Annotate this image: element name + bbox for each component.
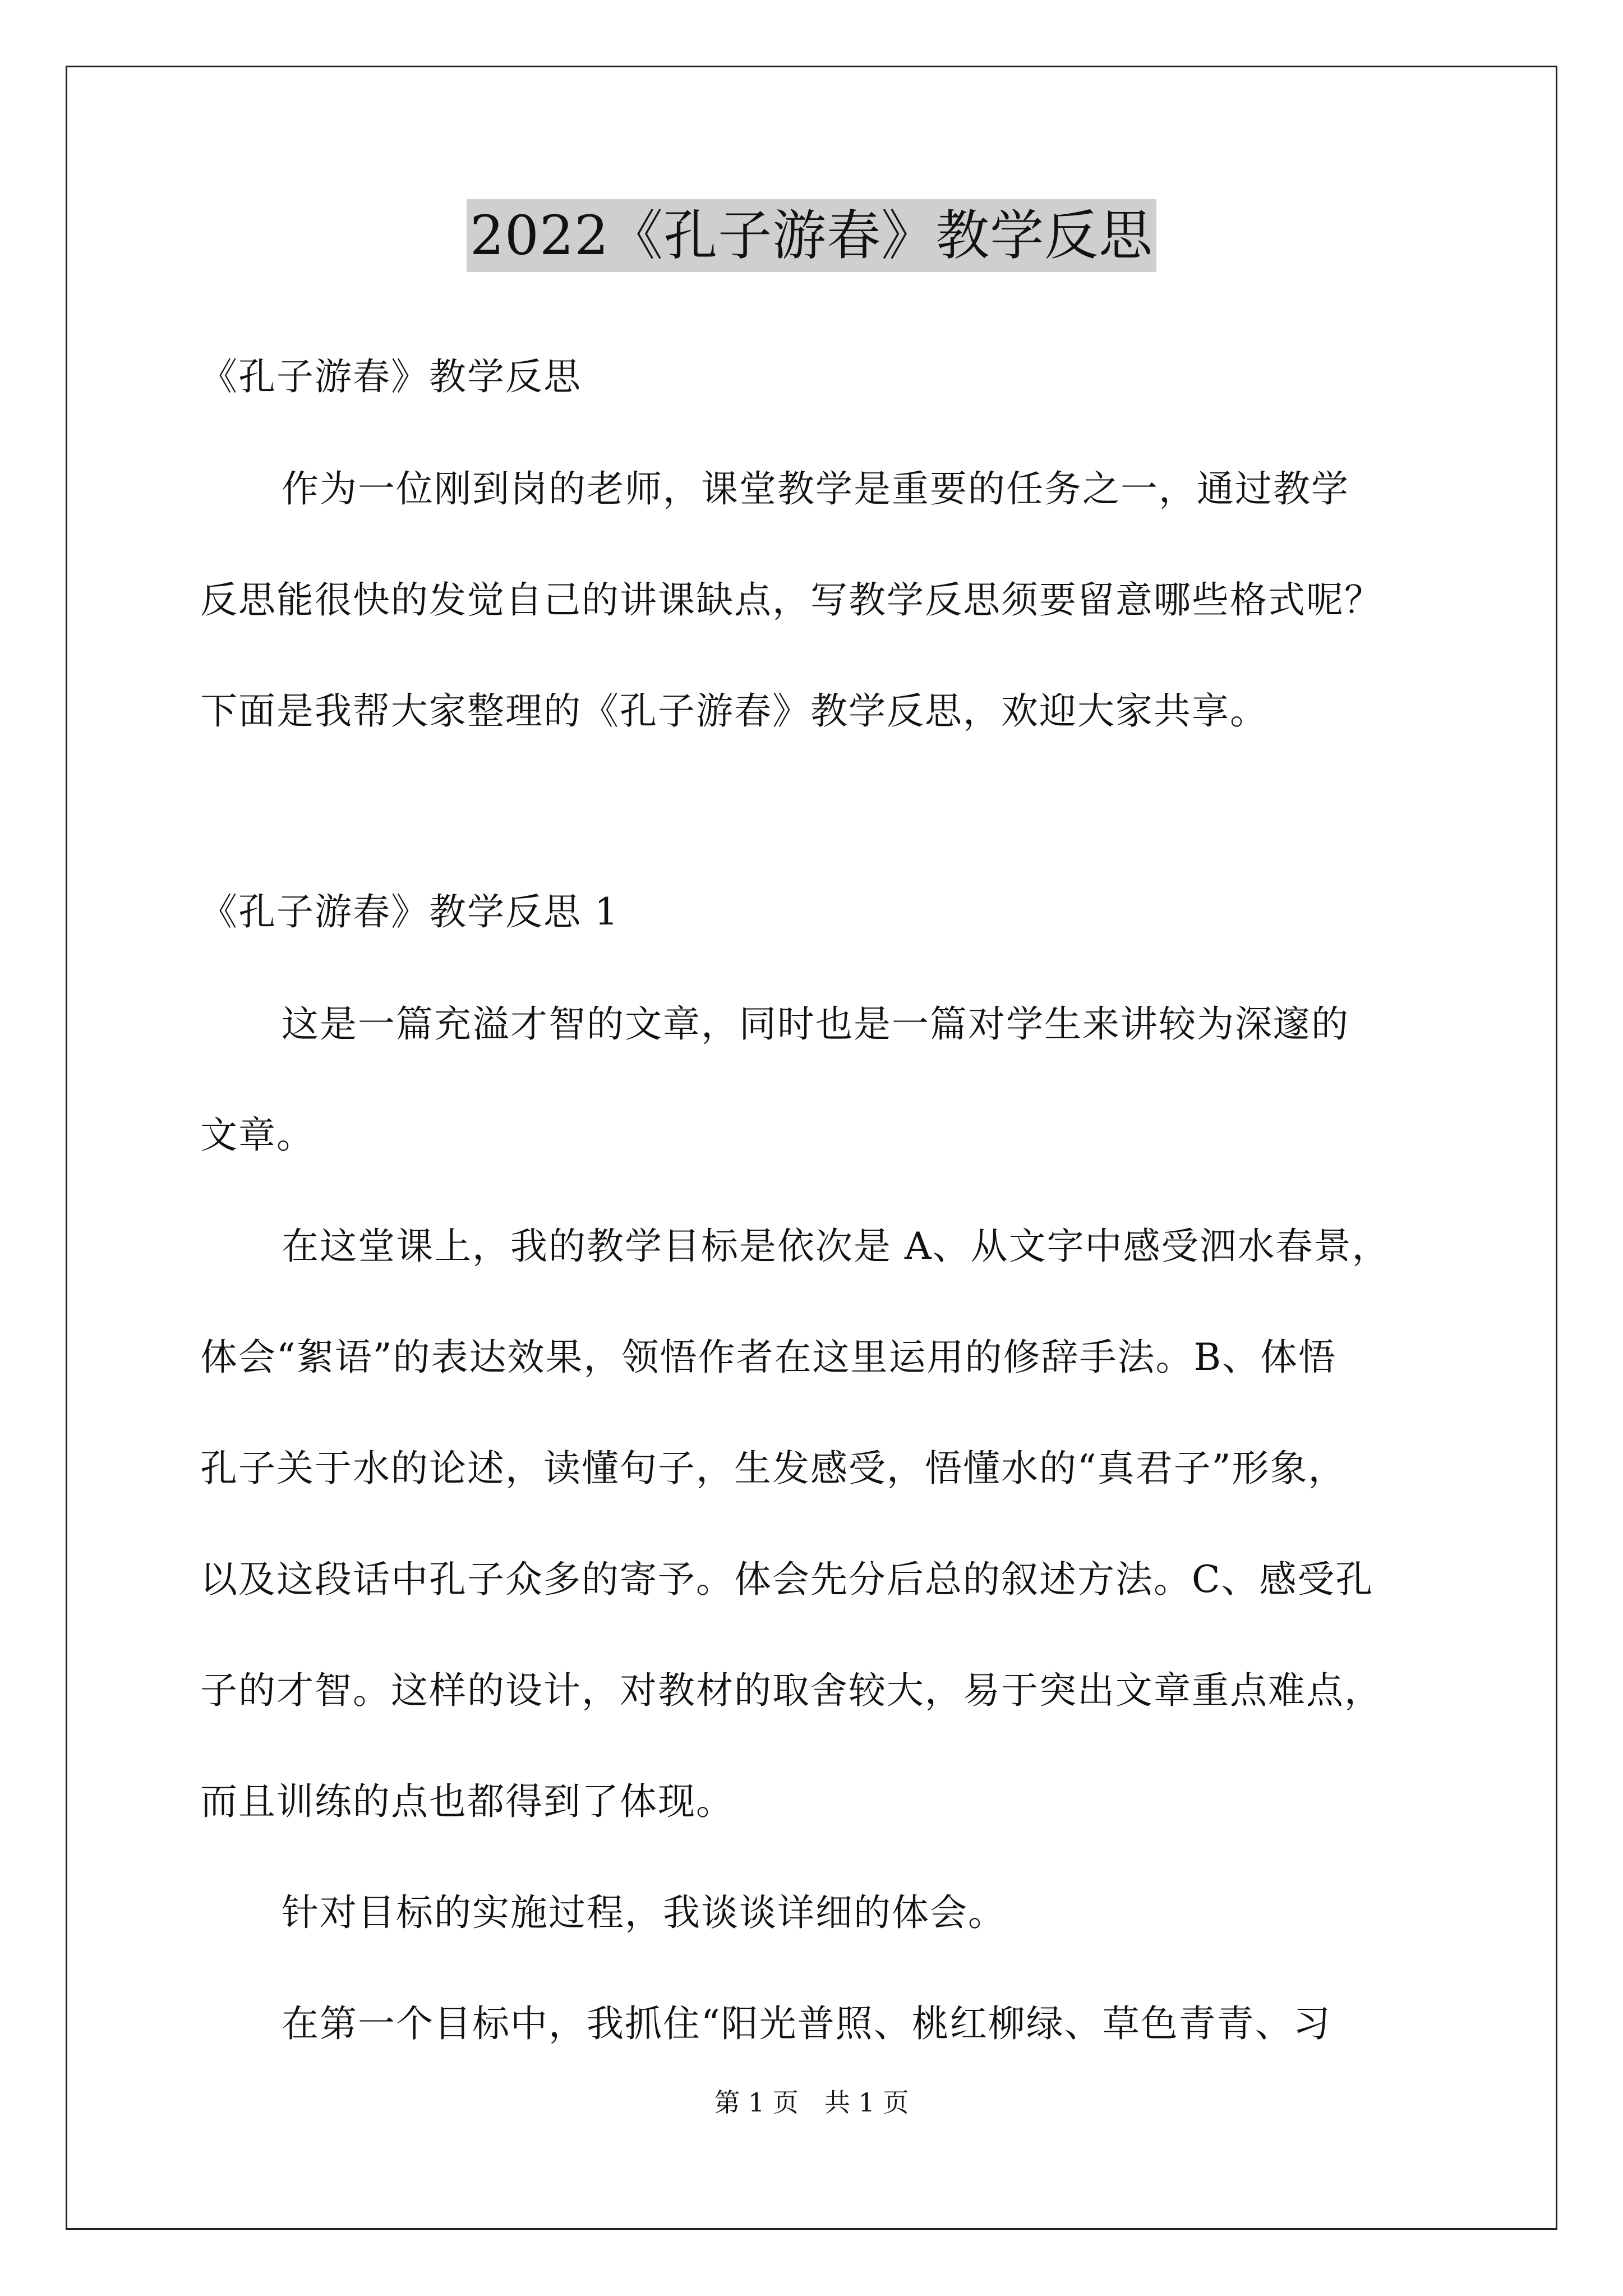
paragraph-line: 孔子关于水的论述，读懂句子，生发感受，悟懂水的“真君子”形象，	[200, 1447, 1347, 1490]
paragraph-line: 在这堂课上，我的教学目标是依次是 A、从文字中感受泗水春景，	[282, 1225, 1390, 1268]
page-footer: 第 1 页 共 1 页	[714, 2087, 909, 2118]
paragraph-line: 子的才智。这样的设计，对教材的取舍较大，易于突出文章重点难点，	[200, 1669, 1382, 1712]
paragraph-line: 反思能很快的发觉自己的讲课缺点，写教学反思须要留意哪些格式呢？	[200, 578, 1382, 622]
paragraph-line: 而且训练的点也都得到了体现。	[200, 1780, 734, 1823]
document-title: 2022《孔子游春》教学反思	[467, 199, 1156, 272]
section-heading: 《孔子游春》教学反思 1	[200, 890, 619, 933]
paragraph-line: 这是一篇充溢才智的文章，同时也是一篇对学生来讲较为深邃的	[282, 1002, 1349, 1046]
title-container	[0, 199, 1623, 272]
paragraph-line: 体会“絮语”的表达效果，领悟作者在这里运用的修辞手法。B、体悟	[200, 1336, 1336, 1379]
paragraph-line: 在第一个目标中，我抓住“阳光普照、桃红柳绿、草色青青、习	[282, 2002, 1331, 2045]
paragraph-line: 文章。	[200, 1114, 315, 1157]
paragraph-line: 下面是我帮大家整理的《孔子游春》教学反思，欢迎大家共享。	[200, 689, 1268, 733]
subtitle-line: 《孔子游春》教学反思	[200, 355, 582, 398]
paragraph-line: 以及这段话中孔子众多的寄予。体会先分后总的叙述方法。C、感受孔	[200, 1558, 1374, 1601]
paragraph-line: 作为一位刚到岗的老师，课堂教学是重要的任务之一，通过教学	[282, 467, 1349, 510]
paragraph-line: 针对目标的实施过程，我谈谈详细的体会。	[282, 1891, 1006, 1934]
